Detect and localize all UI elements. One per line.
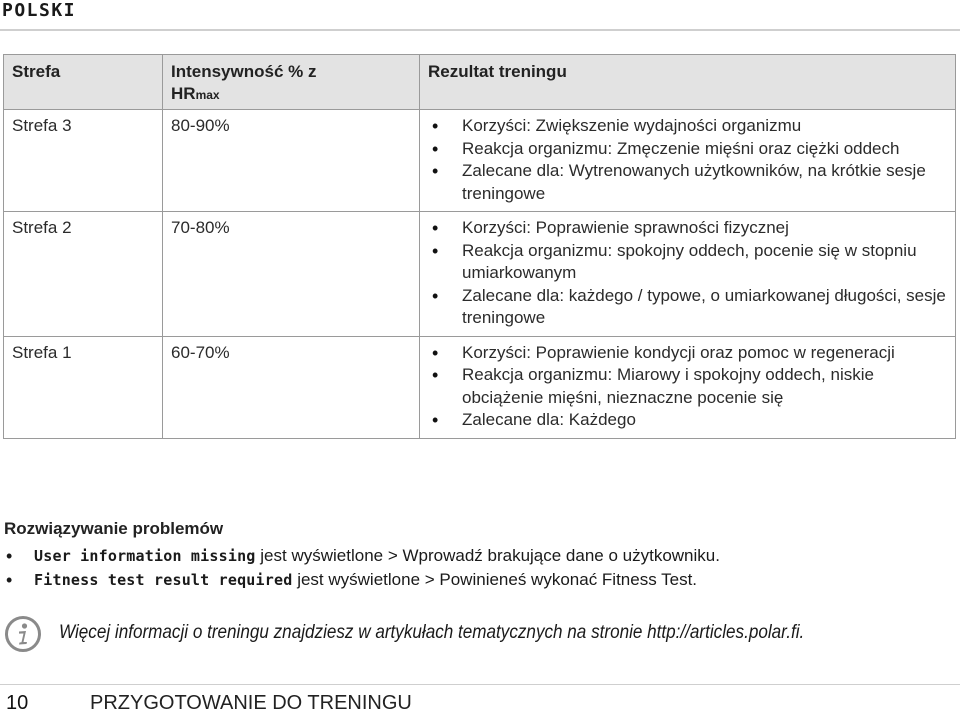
intensity-cell: 60-70%	[163, 336, 420, 438]
list-item: • Reakcja organizmu: Miarowy i spokojny oddech, niskie obciążenie mięśni, nieznaczne pocenie się	[428, 364, 949, 409]
display-message: Fitness test result required	[34, 571, 293, 589]
zone-cell: Strefa 1	[4, 336, 163, 438]
page-number: 10	[6, 692, 29, 714]
zone-cell: Strefa 3	[4, 110, 163, 212]
list-item: • Zalecane dla: Każdego	[428, 409, 949, 432]
header-intensity-main: Intensywność % z	[171, 62, 317, 81]
list-item: • Korzyści: Poprawienie sprawności fizycznej	[428, 217, 949, 240]
table-row	[4, 336, 956, 438]
table-row	[4, 110, 956, 212]
table-header-row	[4, 55, 956, 110]
footer-divider	[0, 684, 960, 685]
header-intensity-hr: HR	[171, 84, 196, 103]
result-cell	[420, 110, 956, 212]
result-cell	[420, 336, 956, 438]
display-message: User information missing	[34, 547, 256, 565]
list-item: • Zalecane dla: Wytrenowanych użytkowników, na krótkie sesje treningowe	[428, 160, 949, 205]
troubleshooting-list	[4, 544, 720, 592]
result-list	[428, 217, 949, 330]
troubleshooting-text: jest wyświetlone > Powinieneś wykonać Fitness Test.	[292, 570, 698, 589]
list-item: • Reakcja organizmu: Zmęczenie mięśni oraz ciężki oddech	[428, 138, 949, 161]
chapter-title: PRZYGOTOWANIE DO TRENINGU	[90, 692, 412, 714]
intensity-cell: 70-80%	[163, 212, 420, 337]
header-result: Rezultat treningu	[420, 55, 956, 110]
header-zone: Strefa	[4, 55, 163, 110]
zone-cell: Strefa 2	[4, 212, 163, 337]
info-note: Więcej informacji o treningu znajdziesz w artykułach tematycznych na stronie http://articles.polar.fi.	[59, 622, 805, 643]
header-intensity-max: max	[195, 88, 220, 102]
result-list	[428, 115, 949, 205]
troubleshooting-text: jest wyświetlone > Wprowadź brakujące dane o użytkowniku.	[255, 546, 720, 565]
troubleshooting-item	[4, 568, 720, 592]
list-item: • Korzyści: Poprawienie kondycji oraz pomoc w regeneracji	[428, 342, 949, 365]
troubleshooting-item	[4, 544, 720, 568]
list-item: • Zalecane dla: każdego / typowe, o umiarkowanej długości, sesje treningowe	[428, 285, 949, 330]
troubleshooting-title: Rozwiązywanie problemów	[4, 519, 224, 538]
info-icon	[4, 615, 42, 653]
intensity-cell: 80-90%	[163, 110, 420, 212]
training-zones-table	[3, 54, 956, 439]
header-divider	[0, 29, 960, 31]
list-item: • Korzyści: Zwiększenie wydajności organizmu	[428, 115, 949, 138]
table-row	[4, 212, 956, 337]
result-cell	[420, 212, 956, 337]
list-item: • Reakcja organizmu: spokojny oddech, pocenie się w stopniu umiarkowanym	[428, 240, 949, 285]
header-intensity	[163, 55, 420, 110]
section-label: POLSKI	[2, 0, 77, 21]
result-list	[428, 342, 949, 432]
